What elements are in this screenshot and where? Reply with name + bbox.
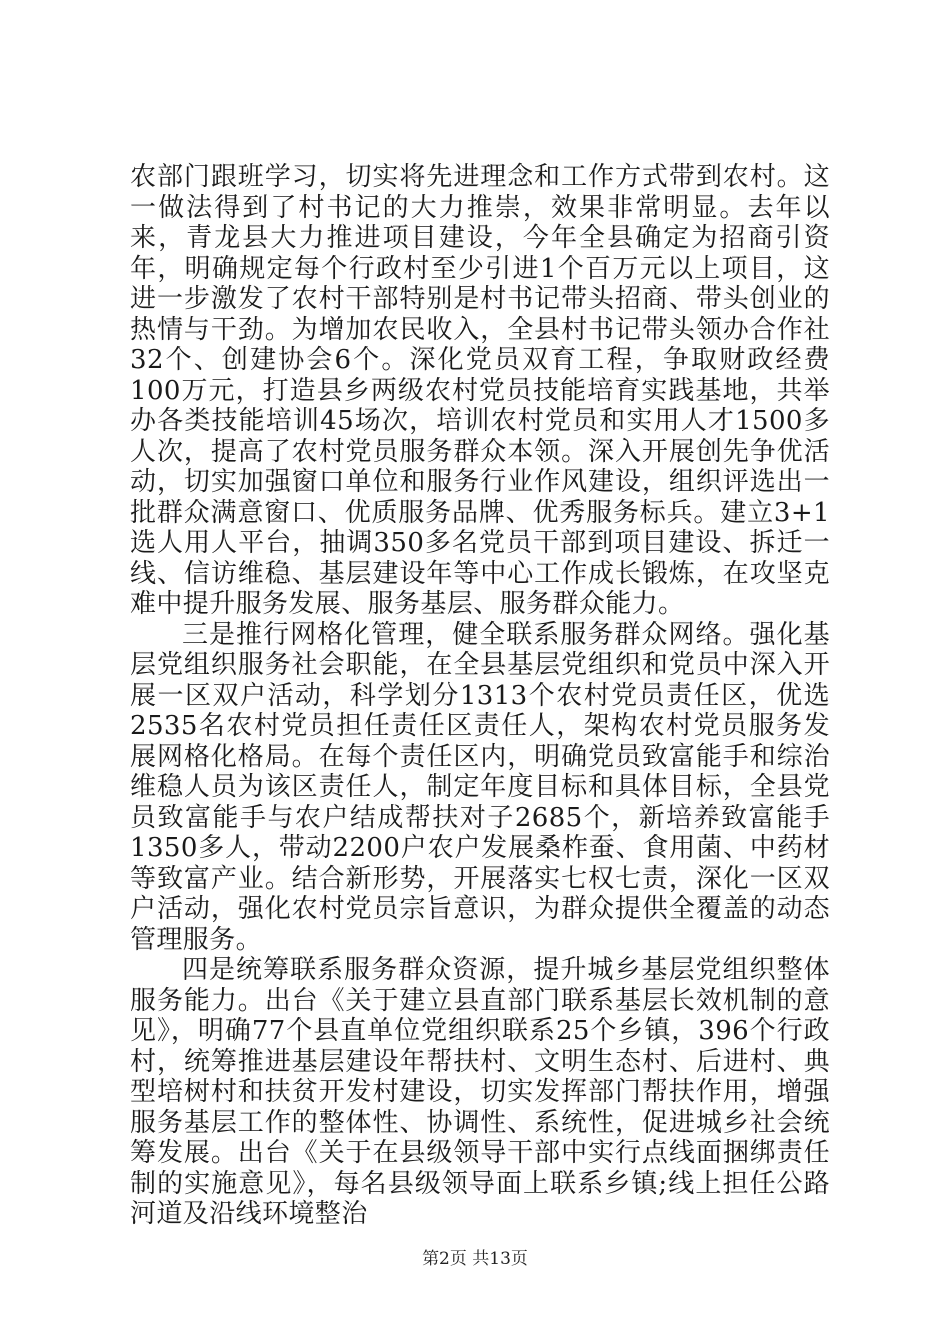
paragraph: 四是统筹联系服务群众资源，提升城乡基层党组织整体服务能力。出台《关于建立县直部门联系基层长效机制的意见》，明确77个县直单位党组织联系25个乡镇，396个行政村，统筹推进基层建设年帮扶村、文明生态村、后进村、典型培树村和扶贫开发村建设，切实发挥部门帮扶作用，增强服务基层工作的整体性、协调性、系统性，促进城乡社会统筹发展。出台《关于在县级领导干部中实行点线面捆绑责任制的实施意见》，每名县级领导面上联系乡镇;线上担任公路河道及沿线环境整治: [130, 955, 830, 1229]
page-footer: 第2页 共13页: [422, 1249, 528, 1269]
paragraph: 农部门跟班学习，切实将先进理念和工作方式带到农村。这一做法得到了村书记的大力推崇，效果非常明显。去年以来，青龙县大力推进项目建设，今年全县确定为招商引资年，明确规定每个行政村至少引进1个百万元以上项目，这进一步激发了农村干部特别是村书记带头招商、带头创业的热情与干劲。为增加农民收入，全县村书记带头领办合作社32个、创建协会6个。深化党员双育工程，争取财政经费100万元，打造县乡两级农村党员技能培育实践基地，共举办各类技能培训45场次，培训农村党员和实用人才1500多人次，提高了农村党员服务群众本领。深入开展创先争优活动，切实加强窗口单位和服务行业作风建设，组织评选出一批群众满意窗口、优质服务品牌、优秀服务标兵。建立3+1选人用人平台，抽调350多名党员干部到项目建设、拆迁一线、信访维稳、基层建设年等中心工作成长锻炼，在攻坚克难中提升服务发展、服务基层、服务群众能力。: [130, 162, 830, 619]
paragraph: 三是推行网格化管理，健全联系服务群众网络。强化基层党组织服务社会职能，在全县基层党组织和党员中深入开展一区双户活动，科学划分1313个农村党员责任区，优选2535名农村党员担任责任区责任人，架构农村党员服务发展网格化格局。在每个责任区内，明确党员致富能手和综治维稳人员为该区责任人，制定年度目标和具体目标，全县党员致富能手与农户结成帮扶对子2685个，新培养致富能手1350多人，带动2200户农户发展桑柞蚕、食用菌、中药材等致富产业。结合新形势，开展落实七权七责，深化一区双户活动，强化农村党员宗旨意识，为群众提供全覆盖的动态管理服务。: [130, 619, 830, 955]
document-body: [130, 162, 830, 1230]
